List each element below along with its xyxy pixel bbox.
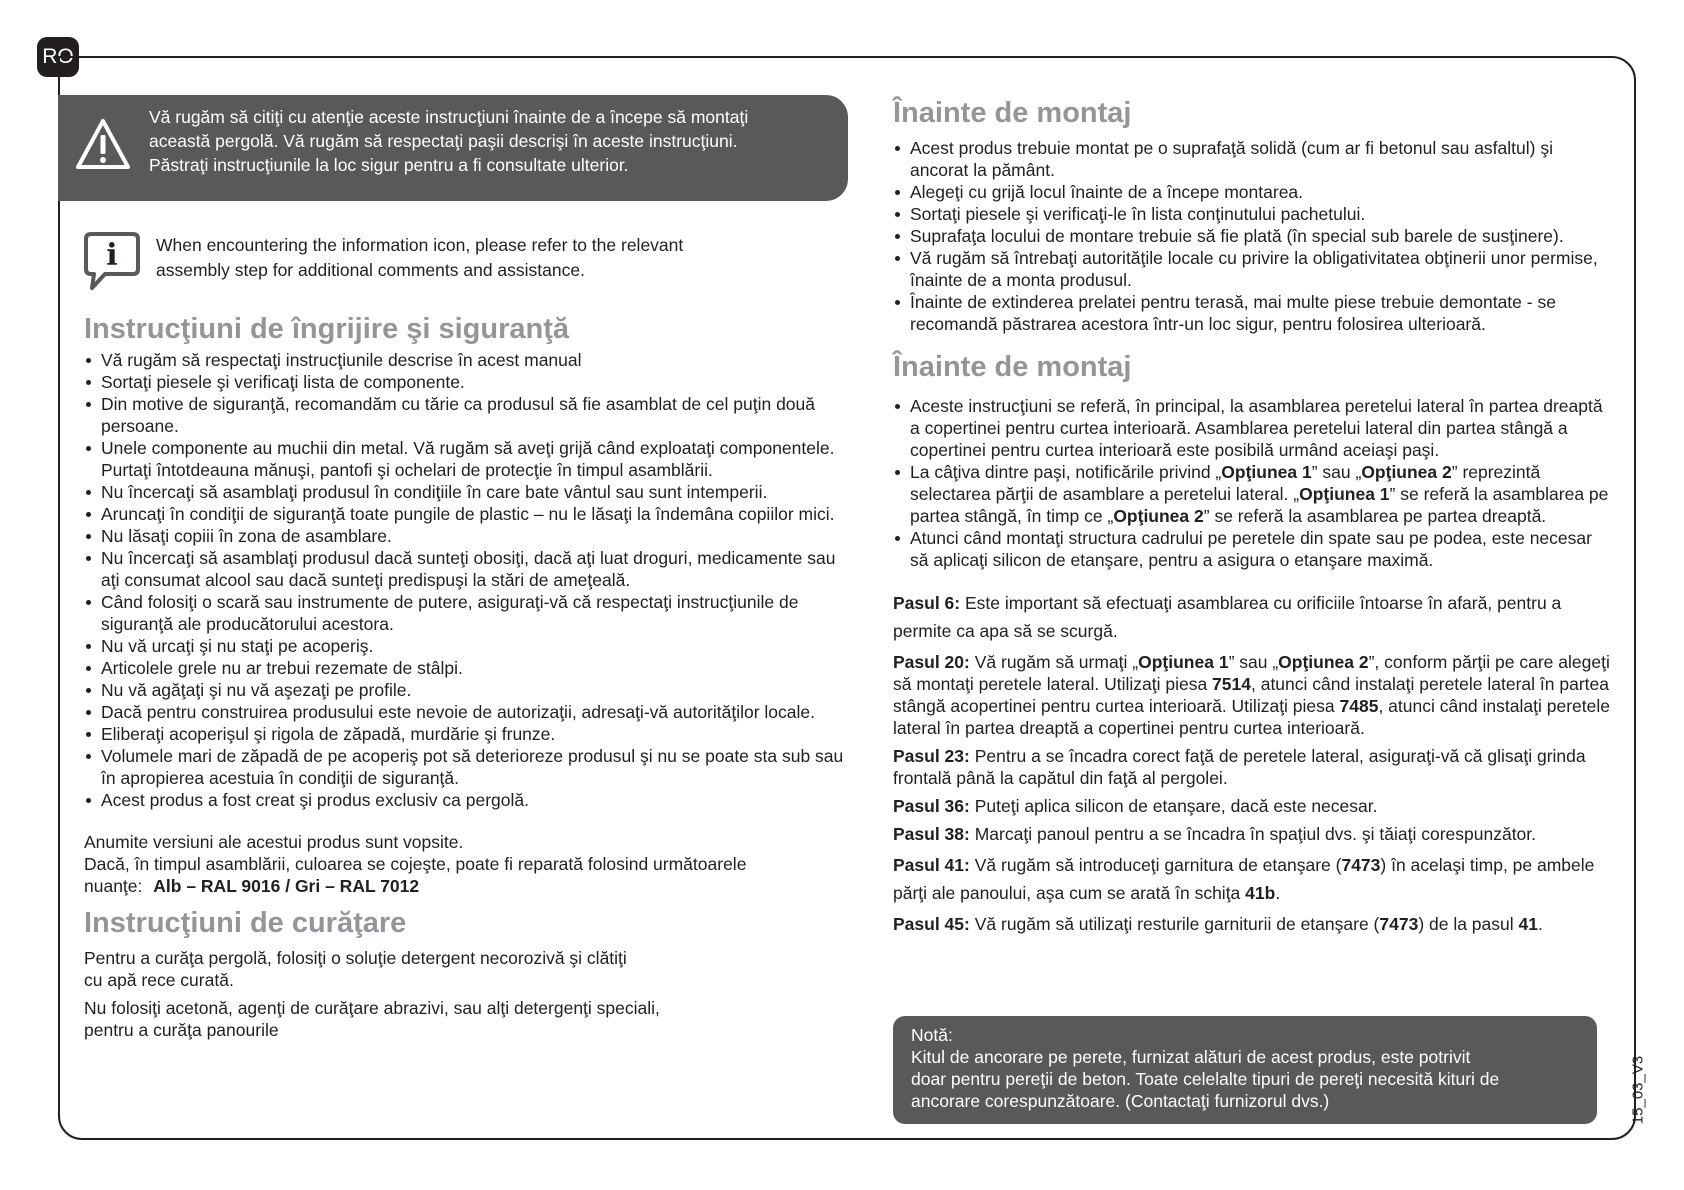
warning-line-2: această pergolă. Vă rugăm să respectaţi paşii descrişi în aceste instrucţiuni.	[149, 131, 738, 151]
option-1: Opţiunea 1	[1221, 462, 1312, 482]
before-list-2	[893, 395, 1615, 571]
step-text: Pentru a se încadra corect faţă de peretele lateral, asiguraţi-vă că glisaţi grinda frontală până la capătul din faţă al pergolei.	[893, 746, 1586, 788]
text: ” se referă la asamblarea pe partea dreaptă.	[1203, 506, 1547, 526]
svg-text:i: i	[106, 238, 118, 273]
note-line-3: ancorare corespunzătoare. (Contactaţi furnizorul dvs.)	[911, 1091, 1330, 1111]
option-2: Opţiunea 2	[1361, 462, 1452, 482]
list-item	[893, 461, 1615, 527]
part-number: 7514	[1212, 674, 1251, 694]
care-list	[84, 349, 844, 811]
list-item: Atunci când montaţi structura cadrului pe peretele din spate sau pe podea, este necesar să aplicaţi silicon de etanşare, pentru a asigura o etanşare maximă.	[893, 527, 1615, 571]
info-line-1: When encountering the information icon, please refer to the relevant	[156, 235, 684, 255]
cleaning-section-title: Instrucţiuni de curăţare	[84, 907, 407, 939]
version-text: 15_03_V3	[1629, 1055, 1647, 1125]
paint-line-2: Dacă, în timpul asamblării, culoarea se cojeşte, poate fi reparată folosind următoarele	[84, 854, 747, 874]
cleaning-paragraph-1	[84, 947, 844, 991]
part-number: 7473	[1379, 914, 1419, 934]
text: , atunci când instalaţi peretele lateral în partea stângă acopertinei pentru curtea interioară. Utilizaţi piesa	[893, 674, 1609, 716]
part-number: 7485	[1339, 696, 1379, 716]
text: Vă rugăm să urmaţi „	[974, 652, 1139, 672]
warning-banner	[58, 95, 848, 201]
text: Vă rugăm să utilizaţi resturile garniturii de etanşare (	[974, 914, 1380, 934]
note-line-1: Kitul de ancorare pe perete, furnizat alături de acest produs, este potrivit	[911, 1047, 1471, 1067]
step-36	[893, 795, 1615, 817]
list-item: Nu încercaţi să asamblaţi produsul dacă sunteţi obosiţi, dacă aţi luat droguri, medicamente sau aţi consumat alcool sau dacă sunteţi predispuşi la stări de ameţeală.	[84, 547, 844, 591]
step-41	[893, 851, 1615, 907]
list-item: Sortaţi piesele şi verificaţi lista de componente.	[84, 371, 844, 393]
step-text: Este important să efectuaţi asamblarea cu orificiile întoarse în afară, pentru a permite ca apa să se scurgă.	[893, 593, 1562, 641]
list-item: Nu vă urcaţi şi nu staţi pe acoperiş.	[84, 635, 844, 657]
list-item: Din motive de siguranţă, recomandăm cu tărie ca produsul să fie asamblat de cel puţin două persoane.	[84, 393, 844, 437]
care-section-title: Instrucţiuni de îngrijire şi siguranţă	[84, 313, 570, 345]
left-column	[58, 95, 848, 1041]
text: ”, conform părţii pe care alegeţi să montaţi peretele lateral. Utilizaţi piesa	[893, 652, 1610, 694]
list-item: Volumele mari de zăpadă de pe acoperiş pot să deterioreze produsul şi nu se poate sta sub sau în apropierea acestuia în condiţii de siguranţă.	[84, 745, 844, 789]
step-label: Pasul 23:	[893, 746, 970, 766]
version-code	[1608, 1040, 1668, 1140]
step-45	[893, 913, 1615, 935]
cleaning-p2-line-2: pentru a curăţa panourile	[84, 1020, 279, 1040]
step-23	[893, 745, 1615, 789]
step-6	[893, 589, 1615, 645]
right-column	[893, 95, 1615, 935]
list-item: Nu lăsaţi copiii în zona de asamblare.	[84, 525, 844, 547]
info-line-2: assembly step for additional comments and assistance.	[156, 260, 585, 280]
step-label: Pasul 6:	[893, 593, 961, 613]
list-item: Înainte de extinderea prelatei pentru terasă, mai multe piese trebuie demontate - se recomandă păstrarea acestora într-un loc sigur, pentru folosirea ulterioară.	[893, 291, 1615, 335]
list-item: Vă rugăm să întrebaţi autorităţile locale cu privire la obligativitatea obţinerii unor permise, înainte de a monta produsul.	[893, 247, 1615, 291]
list-item: Aceste instrucţiuni se referă, în principal, la asamblarea peretelui lateral în partea dreaptă a copertinei pentru curtea interioară. Asamblarea peretelui lateral din partea stângă a copertinei pentru curtea interioară este posibilă urmând aceiaşi paşi.	[893, 395, 1615, 461]
figure-ref: 41b	[1245, 883, 1276, 903]
list-item: Acest produs trebuie montat pe o suprafaţă solidă (cum ar fi betonul sau asfaltul) şi ancorat la pământ.	[893, 137, 1615, 181]
list-item: Eliberaţi acoperişul şi rigola de zăpadă, murdărie şi frunze.	[84, 723, 844, 745]
list-item: Suprafaţa locului de montare trebuie să fie plată (în special sub barele de susţinere).	[893, 225, 1615, 247]
step-text: Puteţi aplica silicon de etanşare, dacă este necesar.	[974, 796, 1378, 816]
step-label: Pasul 38:	[893, 824, 970, 844]
step-label: Pasul 41:	[893, 855, 970, 875]
text: ) în acelaşi timp, pe ambele părţi ale panoului, aşa cum se arată în schiţa	[893, 855, 1595, 903]
text: ” se referă la asamblarea pe partea stângă, în timp ce „	[910, 484, 1609, 526]
step-label: Pasul 20:	[893, 652, 970, 672]
step-ref: 41	[1518, 914, 1538, 934]
paint-note	[84, 831, 844, 897]
list-item: Dacă pentru construirea produsului este nevoie de autorizaţii, adresaţi-vă autorităţilor locale.	[84, 701, 844, 723]
info-speech-bubble-icon	[83, 231, 141, 293]
step-label: Pasul 36:	[893, 796, 970, 816]
paint-line-3-prefix: nuanţe:	[84, 876, 143, 896]
before-list-1	[893, 137, 1615, 335]
warning-triangle-icon	[74, 117, 132, 171]
text: .	[1275, 883, 1281, 903]
list-item: Alegeţi cu grijă locul înainte de a începe montarea.	[893, 181, 1615, 203]
step-20	[893, 651, 1615, 739]
cleaning-p1-line-1: Pentru a curăţa pergolă, folosiţi o soluţie detergent necorozivă şi clătiţi	[84, 948, 627, 968]
option-2: Opţiunea 2	[1278, 652, 1369, 672]
list-item: Nu vă agăţaţi şi nu vă aşezaţi pe profile.	[84, 679, 844, 701]
step-label: Pasul 45:	[893, 914, 970, 934]
text: ” reprezintă selectarea părţii de asamblare a peretelui lateral. „	[910, 462, 1541, 504]
note-label: Notă:	[911, 1025, 953, 1045]
info-note	[83, 231, 848, 297]
part-number: 7473	[1341, 855, 1381, 875]
list-item: Nu încercaţi să asamblaţi produsul în condiţiile în care bate vântul sau sunt intemperii.	[84, 481, 844, 503]
text: ” sau „	[1311, 462, 1362, 482]
warning-line-3: Păstraţi instrucţiunile la loc sigur pentru a fi consultate ulterior.	[149, 155, 629, 175]
warning-line-1: Vă rugăm să citiţi cu atenţie aceste instrucţiuni înainte de a începe să montaţi	[149, 107, 749, 127]
list-item: Sortaţi piesele şi verificaţi-le în lista conţinutului pachetului.	[893, 203, 1615, 225]
text: Vă rugăm să introduceţi garnitura de etanşare (	[974, 855, 1342, 875]
step-38	[893, 823, 1615, 845]
option-1: Opţiunea 1	[1299, 484, 1390, 504]
option-2: Opţiunea 2	[1113, 506, 1204, 526]
assembly-steps	[893, 589, 1615, 935]
language-badge: RO	[37, 37, 79, 77]
note-line-2: doar pentru pereţii de beton. Toate celelalte tipuri de pereţi necesită kituri de	[911, 1069, 1500, 1089]
list-item: Vă rugăm să respectaţi instrucţiunile descrise în acest manual	[84, 349, 844, 371]
text: .	[1537, 914, 1543, 934]
before-section-title-1: Înainte de montaj	[893, 97, 1132, 129]
list-item: Unele componente au muchii din metal. Vă rugăm să aveţi grijă când exploataţi componentele. Purtaţi întotdeauna mănuşi, pantofi şi ochelari de protecţie în timpul asamblării.	[84, 437, 844, 481]
cleaning-paragraph-2	[84, 997, 844, 1041]
note-box	[893, 1016, 1597, 1124]
cleaning-p1-line-2: cu apă rece curată.	[84, 970, 234, 990]
step-text: Marcaţi panoul pentru a se încadra în spaţiul dvs. şi tăiaţi corespunzător.	[974, 824, 1537, 844]
text: ) de la pasul	[1418, 914, 1519, 934]
text: ” sau „	[1228, 652, 1279, 672]
list-item: Articolele grele nu ar trebui rezemate de stâlpi.	[84, 657, 844, 679]
list-item: Acest produs a fost creat şi produs exclusiv ca pergolă.	[84, 789, 844, 811]
paint-line-1: Anumite versiuni ale acestui produs sunt vopsite.	[84, 832, 464, 852]
cleaning-p2-line-1: Nu folosiţi acetonă, agenţi de curăţare abrazivi, sau alţi detergenţi speciali,	[84, 998, 660, 1018]
option-1: Opţiunea 1	[1138, 652, 1229, 672]
text: La câţiva dintre paşi, notificările privind „	[910, 462, 1222, 482]
list-item: Aruncaţi în condiţii de siguranţă toate pungile de plastic – nu le lăsaţi la îndemâna copiilor mici.	[84, 503, 844, 525]
text: , atunci când instalaţi peretele lateral în partea dreaptă a copertinei pentru curtea interioară.	[893, 696, 1610, 738]
list-item: Când folosiţi o scară sau instrumente de putere, asiguraţi-vă că respectaţi instrucţiunile de siguranţă ale producătorului acestora.	[84, 591, 844, 635]
before-section-title-2: Înainte de montaj	[893, 351, 1132, 383]
paint-colors: Alb – RAL 9016 / Gri – RAL 7012	[153, 876, 420, 896]
